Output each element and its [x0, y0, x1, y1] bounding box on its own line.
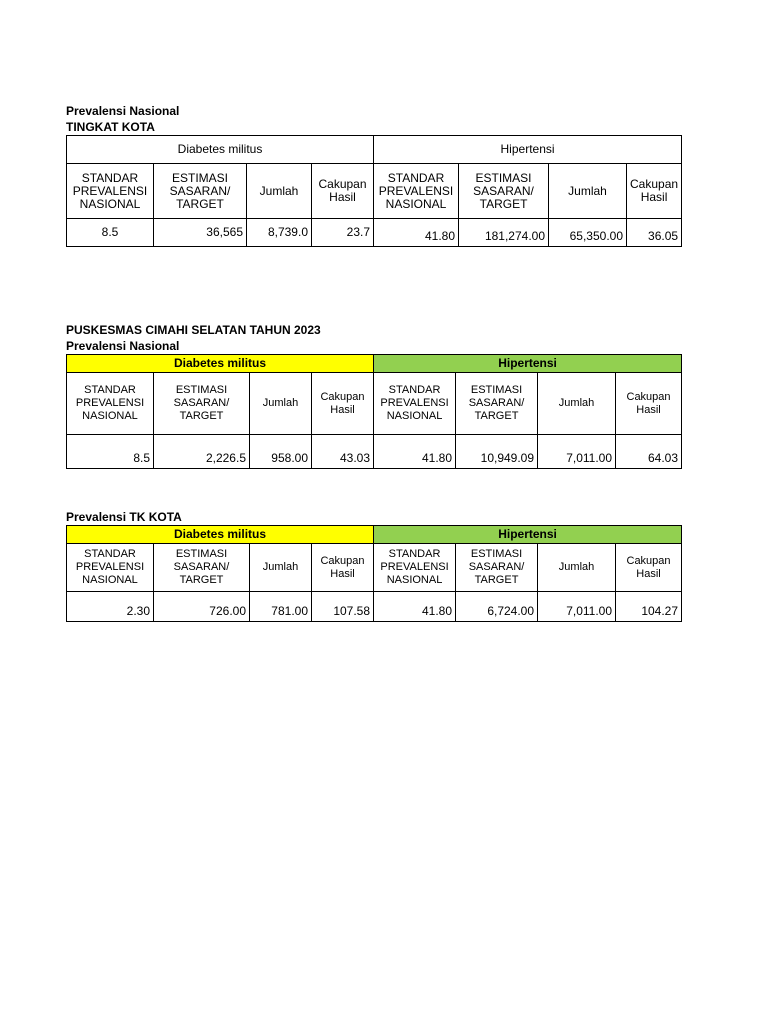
group-header-diabetes: Diabetes militus	[67, 355, 374, 373]
column-header: Cakupan Hasil	[616, 373, 682, 435]
group-header-diabetes: Diabetes militus	[67, 136, 374, 164]
column-header: ESTIMASI SASARAN/ TARGET	[456, 544, 538, 592]
table-cell: 107.58	[312, 592, 374, 622]
column-header: STANDAR PREVALENSI NASIONAL	[374, 373, 456, 435]
table-cell: 64.03	[616, 435, 682, 469]
table-cell: 2,226.5	[154, 435, 250, 469]
column-header: Jumlah	[538, 544, 616, 592]
table-cell: 8.5	[67, 435, 154, 469]
column-header: Cakupan Hasil	[312, 373, 374, 435]
table-cell: 36,565	[154, 219, 247, 247]
table-row	[67, 592, 682, 622]
table-cell: 41.80	[374, 592, 456, 622]
table-cell: 23.7	[312, 219, 374, 247]
group-header-hipertensi: Hipertensi	[374, 136, 682, 164]
table-group-row	[67, 136, 682, 164]
section3-title: Prevalensi TK KOTA	[66, 510, 182, 524]
table-cell: 43.03	[312, 435, 374, 469]
table-tingkat-kota	[66, 135, 682, 247]
group-header-hipertensi: Hipertensi	[374, 526, 682, 544]
table-header-row	[67, 544, 682, 592]
table-cell: 7,011.00	[538, 592, 616, 622]
column-header: ESTIMASI SASARAN/ TARGET	[154, 373, 250, 435]
group-header-diabetes: Diabetes militus	[67, 526, 374, 544]
section1-subtitle: TINGKAT KOTA	[66, 120, 155, 134]
table-cell: 8.5	[67, 219, 154, 247]
table-cell: 6,724.00	[456, 592, 538, 622]
table-group-row	[67, 526, 682, 544]
table-row	[67, 219, 682, 247]
table-puskesmas	[66, 354, 682, 469]
section-puskesmas	[66, 322, 681, 469]
column-header: ESTIMASI SASARAN/ TARGET	[456, 373, 538, 435]
table-tk-kota	[66, 525, 682, 622]
table-cell: 181,274.00	[459, 219, 549, 247]
table-cell: 958.00	[250, 435, 312, 469]
table-header-row	[67, 164, 682, 219]
table-cell: 36.05	[627, 219, 682, 247]
table-cell: 2.30	[67, 592, 154, 622]
section2-title: PUSKESMAS CIMAHI SELATAN TAHUN 2023	[66, 323, 321, 337]
table-cell: 726.00	[154, 592, 250, 622]
section-tk-kota	[66, 509, 681, 622]
table-cell: 8,739.0	[247, 219, 312, 247]
column-header: Cakupan Hasil	[312, 544, 374, 592]
column-header: Jumlah	[247, 164, 312, 219]
table-header-row	[67, 373, 682, 435]
table-cell: 104.27	[616, 592, 682, 622]
column-header: Cakupan Hasil	[616, 544, 682, 592]
column-header: ESTIMASI SASARAN/ TARGET	[154, 164, 247, 219]
table-cell: 65,350.00	[549, 219, 627, 247]
column-header: STANDAR PREVALENSI NASIONAL	[67, 544, 154, 592]
column-header: Cakupan Hasil	[312, 164, 374, 219]
section1-title: Prevalensi Nasional	[66, 104, 180, 118]
column-header: ESTIMASI SASARAN/ TARGET	[459, 164, 549, 219]
column-header: STANDAR PREVALENSI NASIONAL	[67, 373, 154, 435]
column-header: STANDAR PREVALENSI NASIONAL	[67, 164, 154, 219]
table-group-row	[67, 355, 682, 373]
column-header: Jumlah	[250, 544, 312, 592]
group-header-hipertensi: Hipertensi	[374, 355, 682, 373]
table-cell: 7,011.00	[538, 435, 616, 469]
section-tingkat-kota	[66, 103, 681, 247]
table-cell: 10,949.09	[456, 435, 538, 469]
section2-subtitle: Prevalensi Nasional	[66, 339, 180, 353]
column-header: Jumlah	[549, 164, 627, 219]
table-cell: 781.00	[250, 592, 312, 622]
column-header: STANDAR PREVALENSI NASIONAL	[374, 544, 456, 592]
table-cell: 41.80	[374, 435, 456, 469]
column-header: Jumlah	[538, 373, 616, 435]
table-cell: 41.80	[374, 219, 459, 247]
column-header: Jumlah	[250, 373, 312, 435]
column-header: ESTIMASI SASARAN/ TARGET	[154, 544, 250, 592]
column-header: STANDAR PREVALENSI NASIONAL	[374, 164, 459, 219]
table-row	[67, 435, 682, 469]
column-header: Cakupan Hasil	[627, 164, 682, 219]
